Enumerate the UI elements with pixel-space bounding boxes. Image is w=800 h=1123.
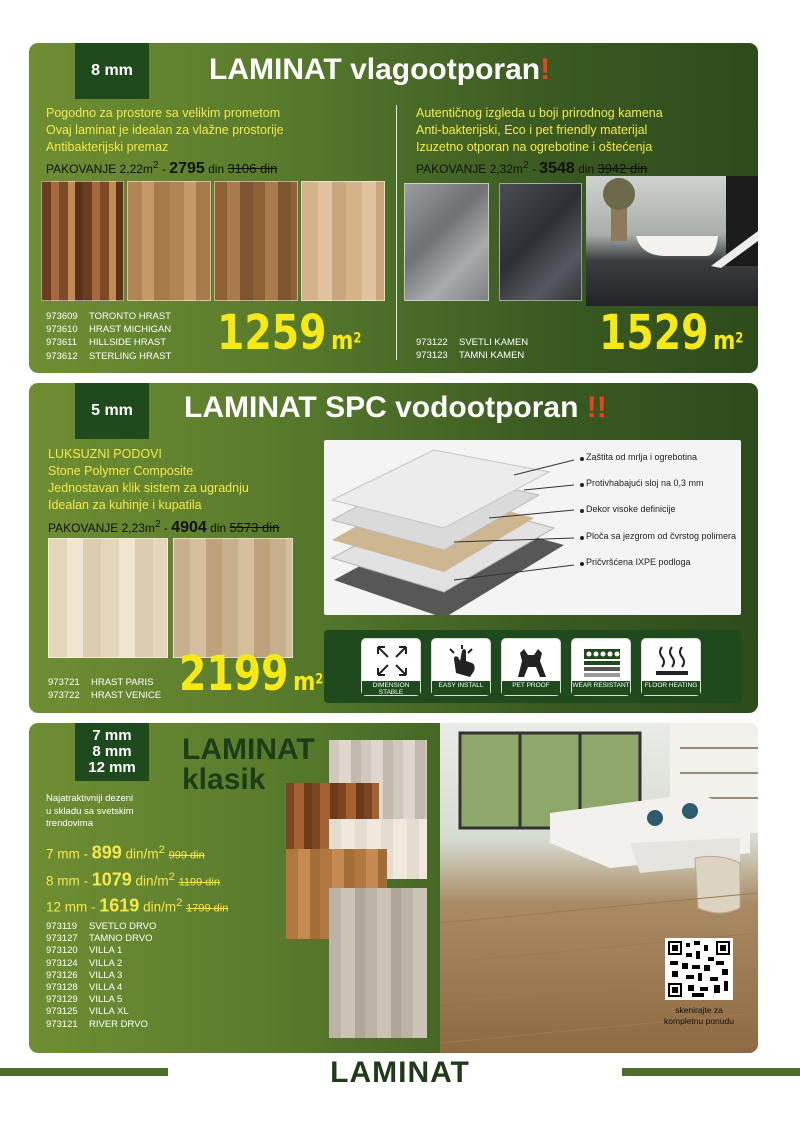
arrows-out-icon — [374, 643, 410, 679]
feature-line: Ovaj laminat je idealan za vlažne prostorije — [46, 123, 284, 137]
description — [46, 793, 134, 831]
panel-laminat-vlagootporan — [29, 43, 758, 373]
product-name: VILLA 5 — [89, 994, 123, 1006]
price-unit: m — [331, 326, 354, 356]
thickness-badge: 8 mm — [75, 43, 149, 99]
layer-label: Pričvršćena IXPE podloga — [586, 557, 691, 567]
product-code: 973120 — [46, 945, 78, 957]
plank-river-drvo — [329, 888, 427, 1038]
title-line: LAMINAT — [182, 733, 315, 766]
rate-size: 12 mm — [46, 899, 88, 915]
product-code: 973722 — [48, 690, 80, 702]
swatch-sterling-hrast — [301, 181, 385, 301]
price-row — [46, 893, 228, 920]
product-name: VILLA 3 — [89, 969, 123, 981]
product-row — [46, 1019, 156, 1031]
price-list — [46, 840, 228, 920]
title-line: klasik — [182, 763, 266, 796]
package-label: PAKOVANJE 2,32m — [416, 162, 523, 176]
living-room-photo — [440, 723, 758, 1053]
feature-line: Pogodno za prostore sa velikim prometom — [46, 106, 281, 120]
description-line: u skladu sa svetskim — [46, 805, 134, 817]
exclamation-mark: ! — [540, 53, 551, 86]
price-value: 2199 — [179, 646, 289, 702]
package-old-price: 5573 din — [229, 520, 280, 535]
swatch-svetli-kamen — [404, 183, 489, 301]
panel-title — [209, 53, 550, 87]
feature-line: Izuzetno otporan na ogrebotine i oštećenja — [416, 140, 653, 154]
icon-label: DIMENSION STABLE — [362, 681, 420, 695]
package-old-price: 3106 din — [227, 161, 278, 176]
package-sup: 2 — [522, 160, 529, 171]
column-divider — [396, 105, 397, 360]
product-row — [46, 958, 156, 970]
swatch-tamni-kamen — [499, 183, 582, 301]
package-sup: 2 — [152, 160, 159, 171]
product-name: VILLA XL — [89, 1006, 129, 1018]
product-row — [46, 350, 171, 363]
product-code: 973122 — [416, 337, 448, 348]
big-price-right — [599, 305, 743, 361]
panel-laminat-klasik — [29, 723, 758, 1053]
panel-title-text: LAMINAT vlagootporan — [209, 53, 541, 86]
feature-line: Jednostavan klik sistem za ugradnju — [48, 481, 249, 495]
rate-unit: din/m — [139, 899, 177, 915]
product-code: 973128 — [46, 982, 78, 994]
rate-size: 8 mm — [46, 873, 80, 888]
package-price-left — [46, 160, 277, 178]
bathroom-illustration — [586, 176, 758, 306]
rate-dash: - — [79, 873, 92, 888]
feature-line: Antibakterijski premaz — [46, 140, 169, 154]
product-code: 973611 — [46, 337, 77, 349]
swatch-hillside-hrast — [214, 181, 298, 301]
package-price: 3548 — [539, 160, 575, 177]
dimension-stable-badge — [361, 638, 421, 696]
product-row — [46, 921, 156, 933]
layer-diagram — [324, 440, 741, 615]
pet-icon — [514, 643, 550, 679]
package-price — [48, 519, 279, 537]
price-sup: 2 — [735, 330, 744, 347]
hand-click-icon — [444, 643, 480, 679]
easy-install-badge — [431, 638, 491, 696]
icon-label: PET PROOF — [502, 681, 560, 695]
layer-label: Ploča sa jezgrom od čvrstog polimera — [586, 531, 737, 541]
product-code: 973129 — [46, 994, 78, 1006]
panel-title-text: LAMINAT SPC vodootporan — [184, 391, 579, 424]
feature-line: Autentičnog izgleda u boji prirodnog kamena — [416, 106, 663, 120]
price-row — [46, 867, 228, 894]
rate-price: 899 — [91, 842, 122, 863]
rate-dash: - — [79, 846, 92, 862]
rate-old-price: 999 din — [168, 849, 205, 862]
package-dash: - — [158, 162, 170, 176]
product-row — [416, 349, 528, 362]
exclamation-mark: !! — [578, 391, 607, 424]
panel-title — [184, 391, 607, 425]
feature-list-right — [416, 105, 663, 156]
swatch-hrast-paris — [48, 538, 168, 658]
package-currency: din — [574, 162, 598, 176]
rate-size: 7 mm — [46, 846, 80, 862]
price-sup: 2 — [315, 671, 324, 688]
feature-line: LUKSUZNI PODOVI — [48, 447, 162, 461]
product-row — [416, 336, 528, 349]
product-codes — [48, 676, 161, 702]
product-name: VILLA 2 — [89, 957, 123, 969]
thickness-line: 12 mm — [88, 759, 136, 776]
product-name: TAMNI KAMEN — [459, 350, 525, 362]
rate-dash: - — [87, 899, 100, 915]
stars-icon — [584, 643, 620, 679]
package-currency: din — [206, 521, 230, 535]
layer-label: Zaštita od mrlja i ogrebotina — [586, 452, 698, 462]
price-unit: m — [713, 326, 736, 356]
package-price: 4904 — [171, 519, 207, 536]
thickness-badge: 5 mm — [75, 383, 149, 439]
product-name: SVETLI KAMEN — [459, 337, 529, 348]
package-sup: 2 — [154, 519, 161, 530]
layer-illustration — [324, 440, 741, 615]
product-row — [46, 933, 156, 945]
wear-resistant-badge — [571, 638, 631, 696]
price-unit: m — [293, 667, 316, 697]
product-name: HRAST VENICE — [91, 690, 162, 702]
product-row — [46, 323, 171, 336]
product-row — [46, 982, 156, 994]
qr-code-icon — [668, 941, 730, 997]
package-old-price: 3942 din — [597, 161, 648, 176]
rate-sup: 2 — [168, 870, 175, 883]
bathroom-photo — [586, 176, 758, 306]
swatch-toronto-hrast — [41, 181, 124, 301]
product-code: 973121 — [46, 1018, 78, 1030]
product-code: 973124 — [46, 957, 78, 969]
price-sup: 2 — [353, 330, 362, 347]
product-code: 973610 — [46, 324, 78, 336]
panel-laminat-spc — [29, 383, 758, 713]
product-name: SVETLO DRVO — [89, 921, 157, 932]
thickness-line: 8 mm — [92, 743, 132, 760]
living-room-illustration — [440, 723, 758, 1053]
product-codes — [46, 921, 156, 1031]
product-codes-left — [46, 310, 171, 363]
product-code: 973125 — [46, 1006, 78, 1018]
product-codes-right — [416, 336, 528, 362]
big-price — [179, 646, 323, 702]
swatch-hrast-michigan — [127, 181, 211, 301]
product-name: TAMNO DRVO — [89, 933, 153, 945]
price-row — [46, 840, 228, 867]
thickness-line: 7 mm — [92, 727, 132, 744]
feature-line: Anti-bakterijski, Eco i pet friendly materijal — [416, 123, 648, 137]
rate-price: 1619 — [99, 895, 140, 916]
rate-old-price: 1199 din — [178, 876, 220, 888]
feature-line: Stone Polymer Composite — [48, 464, 194, 478]
product-row — [46, 1006, 156, 1018]
product-code: 973721 — [48, 677, 80, 688]
package-label: PAKOVANJE 2,23m — [48, 521, 155, 535]
product-code: 973127 — [46, 933, 78, 945]
rate-old-price: 1799 din — [186, 902, 229, 915]
icon-label: EASY INSTALL — [432, 681, 490, 695]
feature-list — [48, 446, 249, 514]
price-value: 1529 — [599, 305, 709, 361]
product-name: HRAST MICHIGAN — [89, 324, 172, 336]
swatch-hrast-venice — [173, 538, 293, 658]
package-dash: - — [160, 521, 172, 535]
product-code: 973119 — [46, 921, 77, 932]
product-code: 973612 — [46, 350, 78, 362]
feature-line: Idealan za kuhinje i kupatila — [48, 498, 202, 512]
icon-label: WEAR RESISTANT — [572, 681, 630, 695]
product-code: 973126 — [46, 969, 78, 981]
qr-caption-line: skenirajte za — [675, 1005, 723, 1015]
product-name: HRAST PARIS — [91, 677, 154, 688]
product-name: STERLING HRAST — [89, 350, 172, 362]
rate-sup: 2 — [158, 844, 165, 856]
product-row — [46, 945, 156, 957]
feature-list-left — [46, 105, 284, 156]
price-value: 1259 — [217, 305, 327, 361]
product-row — [48, 676, 161, 689]
qr-code — [665, 938, 733, 1000]
footer-title: LAMINAT — [330, 1056, 470, 1089]
product-row — [46, 310, 171, 323]
product-code: 973123 — [416, 350, 448, 362]
product-row — [46, 994, 156, 1006]
feature-icon-bar — [324, 630, 742, 703]
product-name: TORONTO HRAST — [89, 311, 171, 322]
product-name: HILLSIDE HRAST — [89, 337, 167, 349]
thickness-badge — [75, 723, 149, 781]
product-name: VILLA 1 — [89, 945, 123, 957]
qr-caption — [645, 1005, 753, 1027]
floor-heating-badge — [641, 638, 701, 696]
package-label: PAKOVANJE 2,22m — [46, 162, 153, 176]
icon-label: FLOOR HEATING — [642, 681, 700, 695]
product-name: VILLA 4 — [89, 982, 123, 994]
product-row — [46, 336, 171, 349]
rate-price: 1079 — [91, 869, 132, 889]
layer-label: Dekor visoke definicije — [586, 504, 676, 514]
package-currency: din — [204, 162, 228, 176]
description-line: trendovima — [46, 818, 93, 829]
rate-unit: din/m — [131, 873, 169, 888]
qr-caption-line: kompletnu ponudu — [664, 1016, 734, 1026]
product-name: RIVER DRVO — [89, 1018, 148, 1030]
pet-proof-badge — [501, 638, 561, 696]
heat-waves-icon — [654, 643, 690, 679]
product-row — [48, 689, 161, 702]
rate-sup: 2 — [176, 897, 183, 909]
layer-label: Protivhabajući sloj na 0,3 mm — [586, 478, 704, 488]
package-price: 2795 — [169, 160, 205, 177]
rate-unit: din/m — [121, 846, 159, 862]
product-row — [46, 970, 156, 982]
package-dash: - — [528, 162, 540, 176]
description-line: Najatraktivniji dezeni — [46, 793, 134, 804]
big-price-left — [217, 305, 361, 361]
product-code: 973609 — [46, 311, 78, 322]
